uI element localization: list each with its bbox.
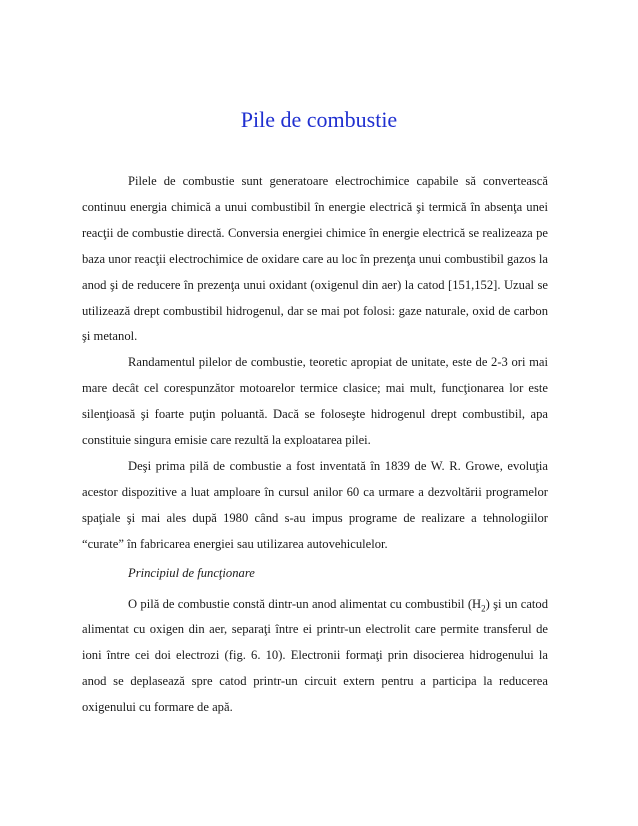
document-body [82,169,548,721]
hydrogen-subscript: 2 [481,603,486,614]
paragraph-principle [82,592,548,722]
paragraph-history: Deşi prima pilă de combustie a fost inventată în 1839 de W. R. Growe, evoluţia acestor dispozitive a luat amploare în cursul anilor 60 ca urmare a dezvoltării programelor spaţiale şi mai ales după 1980 când s-au impus programe de realizare a tehnologiilor “curate” în fabricarea energiei sau utilizarea autovehiculelor. [82,458,548,551]
page-title: Pile de combustie [240,107,398,132]
section-subheading: Principiul de funcţionare [128,565,255,580]
principle-text-after: ) şi un catod alimentat cu oxigen din aer, separaţi între ei printr-un electrolit care permite transferul de ioni între cei doi electrozi (fig. 6. 10). Electronii formaţi prin disocierea hidrogenului la anod se deplasează spre catod printr-un circuit extern pentru a participa la reducerea oxigenului cu formare de apă. [82,596,549,715]
principle-text-before: O pilă de combustie constă dintr-un anod alimentat cu combustibil (H [128,596,482,611]
paragraph-efficiency: Randamentul pilelor de combustie, teoretic apropiat de unitate, este de 2-3 ori mai mare decât cel corespunzător motoarelor termice clasice; mai mult, funcţionarea lor este silenţioasă şi foarte puţin poluantă. Dacă se foloseşte hidrogenul drept combustibil, apa constituie singura emisie care rezultă la exploatarea pilei. [82,355,548,448]
paragraph-intro: Pilele de combustie sunt generatoare electrochimice capabile să convertească continuu energia chimică a unui combustibil în energie electrică şi termică în absenţa unei reacţii de combustie directă. Conversia energiei chimice în energie electrică se realizeaza pe baza unor reacţii electrochimice de oxidare care au loc în prezenţa unui combustibil gazos la anod şi de reducere în prezenţa unui oxidant (oxigenul din aer) la catod [151,152]. Uzual se utilizează drept combustibil hidrogenul, dar se mai pot folosi: gaze naturale, oxid de carbon şi metanol. [82,174,548,344]
